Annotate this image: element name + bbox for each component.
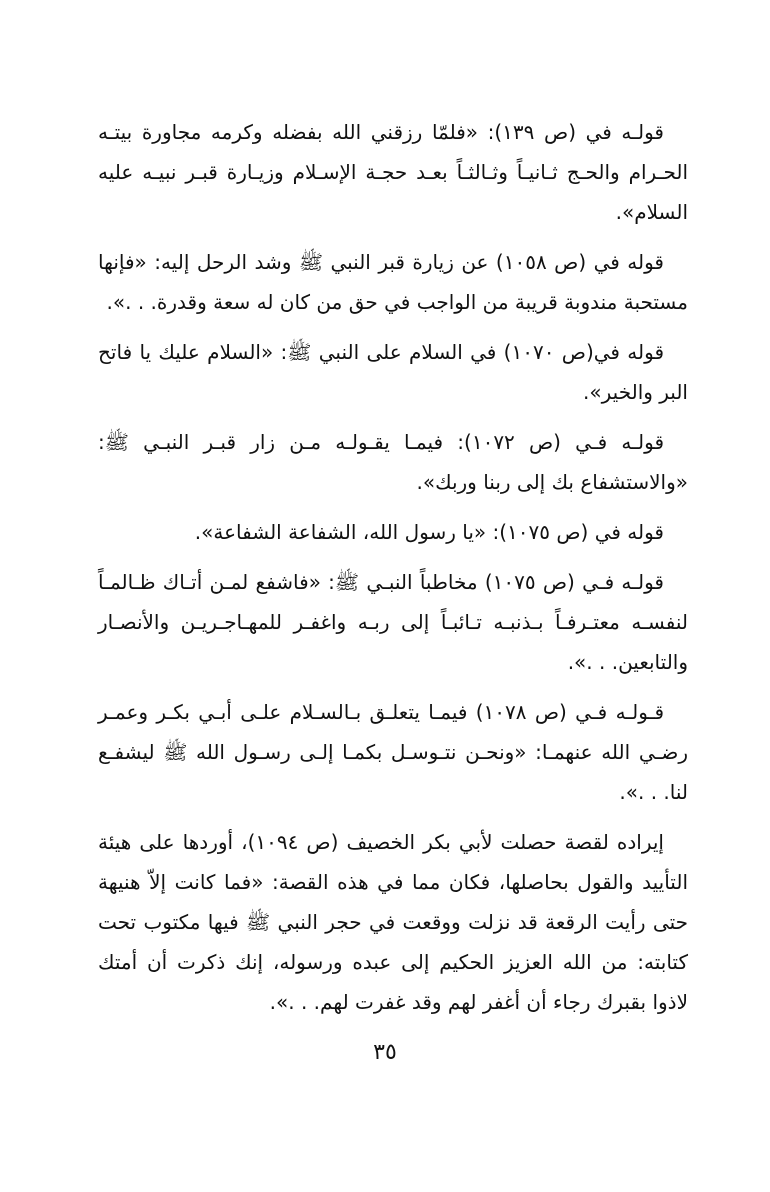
paragraph: قوله في (ص ١٠٥٨) عن زيارة قبر النبي ﷺ وشد الرحل إليه: «فإنها مستحبة مندوبة قريبة من الواجب في حق من كان له سعة وقدرة. . .». (98, 250, 688, 314)
paragraph: إيراده لقصة حصلت لأبي بكر الخصيف (ص ١٠٩٤)، أوردها على هيئة التأييد والقول بحاصلها، فكان مما في هذه القصة: «فما كانت إلاّ هنيهة حتى رأيت الرقعة قد نزلت ووقعت في حجر النبي ﷺ فيها مكتوب تحت كتابته: من الله العزيز الحكيم إلى عبده ورسوله، إنك ذكرت أن أمتك لاذوا بقبرك رجاء أن أغفر لهم وقد غفرت لهم. . .». (98, 830, 688, 1014)
page-number: ٣٥ (373, 1040, 397, 1065)
paragraph: قوله في (ص ١٠٧٥): «يا رسول الله، الشفاعة الشفاعة». (194, 520, 664, 544)
paragraph: قولـه فـي (ص ١٠٧٥) مخاطباً النبـي ﷺ: «فاشفع لمـن أتـاك ظـالمـاً لنفسـه معتـرفـاً بـذنبـه تـائبـاً إلى ربـه واغفـر للمهـاجـريـن والأنصـار والتابعين. . .». (98, 570, 688, 674)
paragraph: قوله في(ص ١٠٧٠) في السلام على النبي ﷺ: «السلام عليك يا فاتح البر والخير». (98, 340, 688, 404)
paragraph: قولـه في (ص ١٣٩): «فلمّا رزقني الله بفضله وكرمه مجاورة بيتـه الحـرام والحـج ثـانيـاً وثـالثـاً بعـد حجـة الإسـلام وزيـارة قبـر نبيـه عليه السلام». (98, 120, 688, 224)
paragraph: قولـه فـي (ص ١٠٧٢): فيمـا يقـولـه مـن زار قبـر النبـي ﷺ: «والاستشفاع بك إلى ربنا وربك». (98, 430, 688, 494)
paragraph: قـولـه فـي (ص ١٠٧٨) فيمـا يتعلـق بـالسـلام علـى أبـي بكـر وعمـر رضـي الله عنهمـا: «ونحـن نتـوسـل بكمـا إلـى رسـول الله ﷺ ليشفـع لنا. . .». (98, 700, 688, 804)
page-body (98, 112, 688, 1032)
